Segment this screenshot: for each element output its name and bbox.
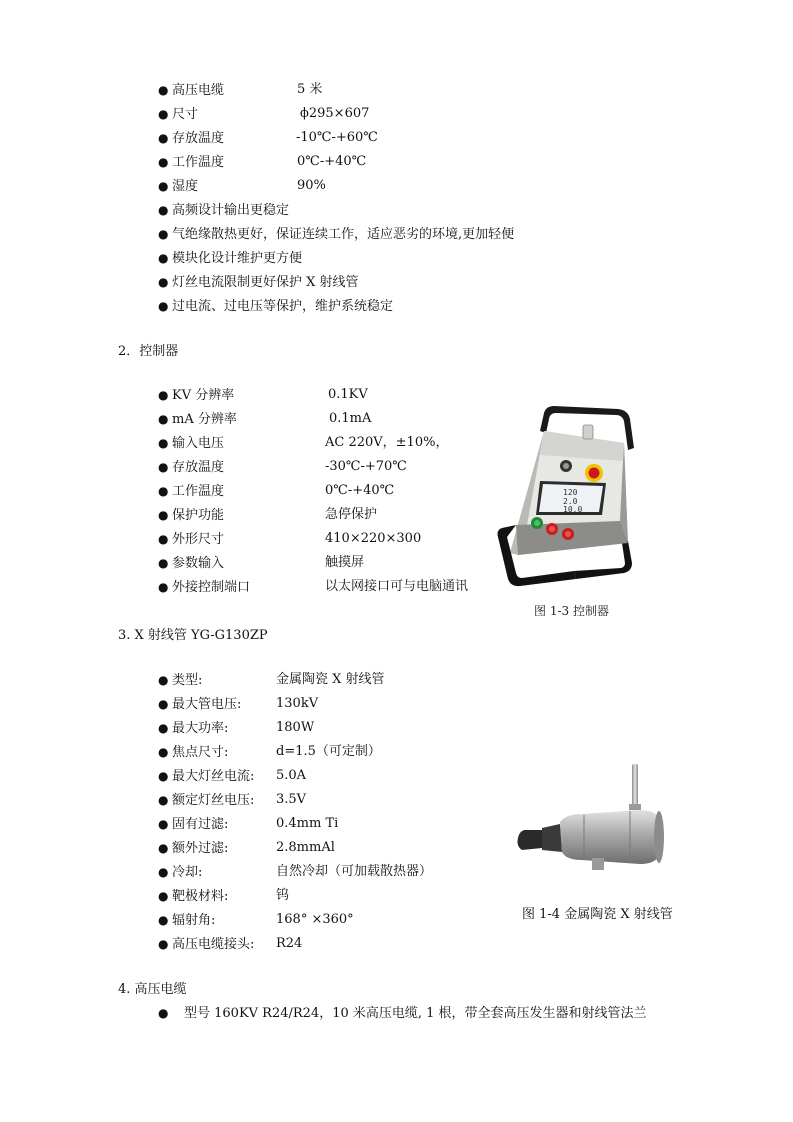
- list-item: [158, 457, 407, 477]
- bullet: ●: [158, 556, 169, 570]
- list-item: [158, 433, 449, 453]
- bullet: ●: [158, 179, 169, 193]
- item-value: 2.8mmAl: [276, 840, 335, 855]
- bullet: ●: [158, 673, 169, 687]
- list-item: [158, 694, 319, 714]
- list-item: [158, 1003, 647, 1023]
- section3-heading: 3. X 射线管 YG-G130ZP: [118, 628, 268, 643]
- item-label: 工作温度: [172, 155, 225, 170]
- list-item: [158, 742, 381, 762]
- list-item: [158, 176, 326, 196]
- item-label: 灯丝电流限制更好保护 X 射线管: [172, 275, 359, 290]
- list-item: [158, 670, 385, 690]
- item-value: 5 米: [297, 82, 323, 97]
- bullet: ●: [158, 532, 169, 546]
- item-value: -30℃-+70℃: [325, 459, 407, 474]
- bullet: ●: [158, 889, 169, 903]
- list-item: [158, 934, 303, 954]
- item-label: 存放温度: [172, 460, 225, 475]
- item-label: 固有过滤:: [172, 817, 229, 832]
- item-label: 辐射角:: [172, 913, 216, 928]
- item-value: 0℃-+40℃: [297, 154, 367, 169]
- item-value: AC 220V，±10%，: [325, 435, 449, 450]
- item-value: 钨: [276, 888, 290, 903]
- item-value: 90%: [297, 178, 326, 193]
- item-label: 保护功能: [172, 508, 225, 523]
- item-label: 高压电缆接头:: [172, 937, 255, 952]
- list-item: [158, 224, 514, 244]
- item-value: 自然冷却（可加载散热器）: [276, 864, 433, 879]
- item-label: 工作温度: [172, 484, 225, 499]
- bullet: ●: [158, 697, 169, 711]
- list-item: [158, 862, 433, 882]
- item-label: 参数输入: [172, 556, 225, 571]
- bullet: ●: [158, 865, 169, 879]
- item-label: 高频设计输出更稳定: [172, 203, 290, 218]
- list-item: [158, 505, 378, 525]
- list-item: [158, 886, 290, 906]
- bullet: ●: [158, 388, 169, 402]
- list-item: [158, 80, 323, 100]
- item-label: 最大灯丝电流:: [172, 769, 255, 784]
- item-label: 最大功率:: [172, 721, 229, 736]
- xray-tube-caption: 图 1-4 金属陶瓷 X 射线管: [522, 907, 673, 922]
- list-item: [158, 104, 370, 124]
- controller-image: [478, 403, 638, 598]
- item-label: 额定灯丝电压:: [172, 793, 255, 808]
- item-value: 以太网接口可与电脑通讯: [325, 579, 469, 594]
- section4-heading: 4. 高压电缆: [118, 982, 187, 997]
- bullet: ●: [158, 769, 169, 783]
- item-label: 高压电缆: [172, 83, 225, 98]
- item-label: 最大管电压:: [172, 697, 242, 712]
- bullet: ●: [158, 227, 169, 241]
- item-value: 410×220×300: [325, 531, 422, 546]
- bullet: ●: [158, 412, 169, 426]
- item-label: KV 分辨率: [172, 388, 235, 403]
- list-item: [158, 814, 339, 834]
- item-value: 0.4mm Ti: [276, 816, 339, 831]
- bullet: ●: [158, 508, 169, 522]
- bullet: ●: [158, 83, 169, 97]
- item-label: 尺寸: [172, 107, 199, 122]
- bullet: ●: [158, 251, 169, 265]
- list-item: [158, 577, 469, 597]
- item-label: 冷却:: [172, 865, 203, 880]
- bullet: ●: [158, 793, 169, 807]
- section2-heading: 2．控制器: [118, 344, 179, 359]
- bullet: ●: [158, 937, 169, 951]
- list-item: [158, 409, 372, 429]
- item-label: 气绝缘散热更好，保证连续工作，适应恶劣的环境,更加轻便: [172, 227, 515, 242]
- item-label: 过电流、过电压等保护，维护系统稳定: [172, 299, 394, 314]
- xray-tube-image: [512, 760, 672, 875]
- item-label: 外形尺寸: [172, 532, 225, 547]
- bullet: ●: [158, 460, 169, 474]
- item-value: 金属陶瓷 X 射线管: [276, 672, 385, 687]
- bullet: ●: [158, 913, 169, 927]
- list-item: [158, 248, 302, 268]
- list-item: [158, 296, 393, 316]
- bullet: ●: [158, 745, 169, 759]
- item-value: R24: [276, 936, 303, 951]
- list-item: [158, 718, 315, 738]
- item-value: 5.0A: [276, 768, 307, 783]
- item-label: 额外过滤:: [172, 841, 229, 856]
- bullet: ●: [158, 1006, 169, 1020]
- item-value: 0.1KV: [328, 387, 368, 402]
- item-value: 0.1mA: [329, 411, 372, 426]
- item-label: 存放温度: [172, 131, 225, 146]
- bullet: ●: [158, 841, 169, 855]
- bullet: ●: [158, 107, 169, 121]
- item-value: 0℃-+40℃: [325, 483, 395, 498]
- item-value: d=1.5（可定制）: [276, 744, 381, 759]
- item-label: 型号 160KV R24/R24，10 米高压电缆, 1 根，带全套高压发生器和射线管法兰: [184, 1006, 647, 1021]
- bullet: ●: [158, 817, 169, 831]
- item-label: 焦点尺寸:: [172, 745, 229, 760]
- item-value: 130kV: [276, 696, 319, 711]
- list-item: [158, 385, 368, 405]
- bullet: ●: [158, 721, 169, 735]
- item-label: 输入电压: [172, 436, 225, 451]
- bullet: ●: [158, 131, 169, 145]
- list-item: [158, 152, 367, 172]
- item-label: 类型:: [172, 673, 203, 688]
- item-value: 急停保护: [325, 507, 378, 522]
- screen-line: 2.0: [563, 497, 578, 506]
- bullet: ●: [158, 484, 169, 498]
- screen-line: 10.0: [563, 505, 583, 514]
- bullet: ●: [158, 580, 169, 594]
- item-label: mA 分辨率: [172, 412, 237, 427]
- item-value: ϕ295×607: [300, 106, 370, 121]
- list-item: [158, 766, 307, 786]
- list-item: [158, 910, 354, 930]
- list-item: [158, 272, 359, 292]
- item-label: 湿度: [172, 179, 199, 194]
- item-label: 靶极材料:: [172, 889, 229, 904]
- list-item: [158, 481, 395, 501]
- item-value: 168° ×360°: [276, 912, 354, 927]
- list-item: [158, 200, 289, 220]
- bullet: ●: [158, 275, 169, 289]
- item-label: 外接控制端口: [172, 580, 251, 595]
- item-value: -10℃-+60℃: [296, 130, 378, 145]
- screen-line: 120: [563, 488, 578, 497]
- item-value: 3.5V: [276, 792, 307, 807]
- bullet: ●: [158, 299, 169, 313]
- item-label: 模块化设计维护更方便: [172, 251, 303, 266]
- list-item: [158, 128, 378, 148]
- list-item: [158, 529, 422, 549]
- bullet: ●: [158, 436, 169, 450]
- bullet: ●: [158, 203, 169, 217]
- item-value: 触摸屏: [325, 555, 365, 570]
- controller-caption: 图 1-3 控制器: [534, 604, 609, 616]
- list-item: [158, 553, 365, 573]
- bullet: ●: [158, 155, 169, 169]
- list-item: [158, 838, 335, 858]
- item-value: 180W: [276, 720, 315, 735]
- list-item: [158, 790, 307, 810]
